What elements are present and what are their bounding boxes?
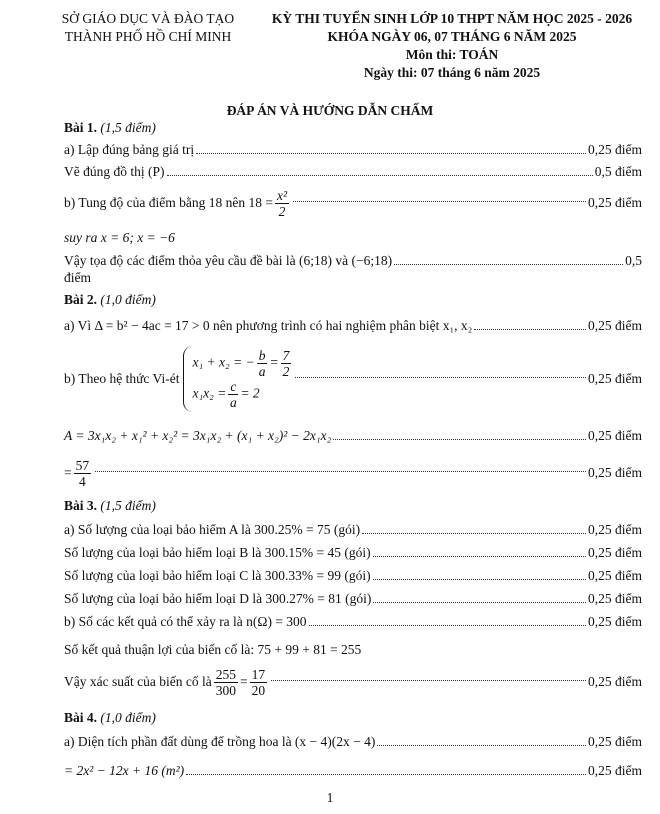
bai3-line-c: Số lượng của loại bảo hiểm loại C là 300.33% = 99 (gói) 0,25 điểm: [64, 568, 642, 583]
bai3-favorable: Số kết quả thuận lợi của biến cố là: 75 + 99 + 81 = 255: [64, 642, 362, 657]
exam-subject: Môn thi: TOÁN: [405, 47, 499, 62]
bai1-conclusion-line: Vậy tọa độ các điểm thỏa yêu cầu đề bài là (6;18) và (−6;18) 0,5: [64, 253, 642, 268]
exam-name: KỲ THI TUYỂN SINH LỚP 10 THPT NĂM HỌC 2025 - 2026: [271, 11, 633, 26]
header-department: [48, 10, 248, 46]
bai2-a-line: a) Vì Δ = b² − 4ac = 17 > 0 nên phương trình có hai nghiệm phân biệt x₁, x₂ 0,25 điểm: [64, 318, 642, 333]
bai1-conclusion-unit: điểm: [64, 270, 91, 285]
bai2-result-line: = $\frac{57}{4}$ 0,25 điểm: [64, 457, 642, 489]
bai3-line-d: Số lượng của loại bảo hiểm loại D là 300.27% = 81 (gói) 0,25 điểm: [64, 591, 642, 606]
bai1-heading: Bài 1. (1,5 điểm): [64, 120, 156, 135]
bai4-expand-line: = 2x² − 12x + 16 (m²) 0,25 điểm: [64, 763, 642, 778]
exam-session: KHÓA NGÀY 06, 07 THÁNG 6 NĂM 2025: [327, 29, 577, 44]
header-exam-info: [254, 10, 650, 82]
bai3-line-b: Số lượng của loại bảo hiểm loại B là 300.15% = 45 (gói) 0,25 điểm: [64, 545, 642, 560]
bai4-a-line: a) Diện tích phần đất dùng để trồng hoa là (x − 4)(2x − 4) 0,25 điểm: [64, 734, 642, 749]
page-number: 1: [326, 790, 334, 805]
bai1-graph-line: Vẽ đúng đồ thị (P) 0,5 điểm: [64, 164, 642, 179]
vieta-system: x₁ + x₂ = − $\frac{b}{a}$ = $\frac{7}{2}$ x₁x₂ = $\frac{c}{a}$ = 2: [183, 346, 293, 412]
exam-date: Ngày thi: 07 tháng 6 năm 2025: [363, 65, 541, 80]
bai1-b-line: b) Tung độ của điểm bằng 18 nên 18 = $\frac{\text{x²}}{2}$ 0,25 điểm: [64, 187, 642, 219]
bai3-probability-line: Vậy xác suất của biến cố là $\frac{255}{300}$ = $\frac{17}{20}$ 0,25 điểm: [64, 666, 642, 698]
bai1-solutions: suy ra x = 6; x = −6: [64, 230, 175, 245]
bai2-b-line: b) Theo hệ thức Vi-ét x₁ + x₂ = − $\frac{b}{a}$ = $\frac{7}{2}$ x₁x₂ = $\frac{c}{a}$ = 2 0,25 điểm: [64, 348, 642, 410]
bai1-a-line: a) Lập đúng bảng giá trị 0,25 điểm: [64, 142, 642, 157]
bai3-line-a: a) Số lượng của loại bảo hiểm A là 300.25% = 75 (gói) 0,25 điểm: [64, 522, 642, 537]
department-name: SỞ GIÁO DỤC VÀ ĐÀO TẠO: [61, 11, 235, 26]
bai4-heading: Bài 4. (1,0 điểm): [64, 710, 156, 725]
bai2-A-line: A = 3x₁x₂ + x₁² + x₂² = 3x₁x₂ + (x₁ + x₂)² − 2x₁x₂ 0,25 điểm: [64, 428, 642, 443]
bai3-b-line: b) Số các kết quả có thể xảy ra là n(Ω) = 300 0,25 điểm: [64, 614, 642, 629]
bai3-heading: Bài 3. (1,5 điểm): [64, 498, 156, 513]
city-name: THÀNH PHỐ HỒ CHÍ MINH: [64, 29, 232, 44]
bai2-heading: Bài 2. (1,0 điểm): [64, 292, 156, 307]
page-title: ĐÁP ÁN VÀ HƯỚNG DẪN CHẤM: [226, 103, 434, 118]
